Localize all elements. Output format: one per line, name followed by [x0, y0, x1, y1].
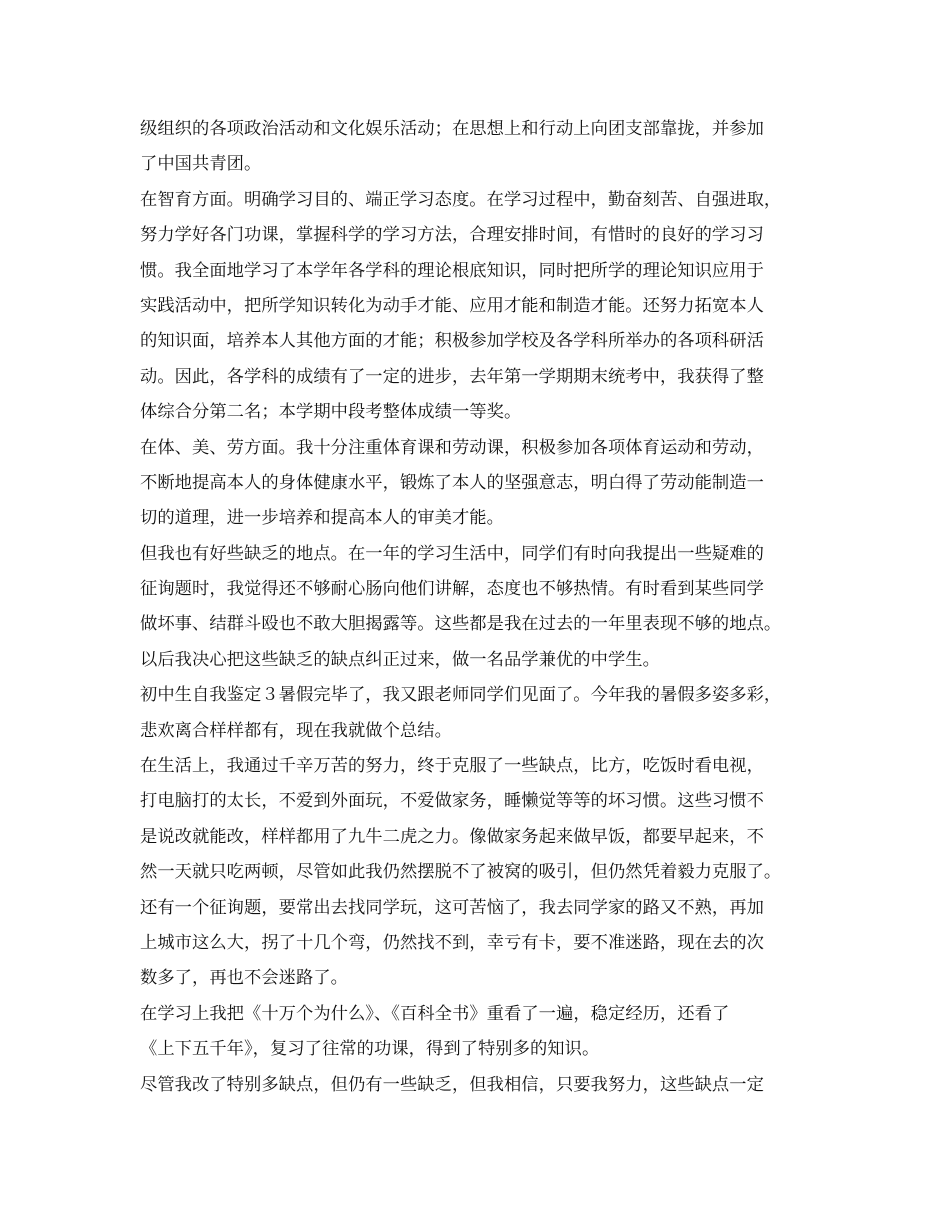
text-line: 以后我决心把这些缺乏的缺点纠正过来，做一名品学兼优的中学生。 [140, 649, 660, 670]
text-line: 的知识面，培养本人其他方面的才能；积极参加学校及各学科所举办的各项科研活 [140, 331, 764, 352]
text-line: 做坏事、结群斗殴也不敢大胆揭露等。这些都是我在过去的一年里表现不够的地点。 [140, 614, 782, 635]
text-line: 然一天就只吃两顿，尽管如此我仍然摆脱不了被窝的吸引，但仍然凭着毅力克服了。 [140, 862, 782, 883]
text-line: 《上下五千年》，复习了往常的功课，得到了特别多的知识。 [140, 1039, 600, 1060]
text-line: 实践活动中，把所学知识转化为动手才能、应用才能和制造才能。还努力拓宽本人 [140, 295, 764, 316]
text-line: 征询题时，我觉得还不够耐心肠向他们讲解，态度也不够热情。有时看到某些同学 [140, 579, 764, 600]
text-line: 尽管我改了特别多缺点，但仍有一些缺乏，但我相信，只要我努力，这些缺点一定 [140, 1074, 764, 1095]
text-line: 打电脑打的太长，不爱到外面玩，不爱做家务，睡懒觉等等的坏习惯。这些习惯不 [140, 791, 764, 812]
text-line: 体综合分第二名；本学期中段考整体成绩一等奖。 [140, 402, 522, 423]
text-line: 动。因此，各学科的成绩有了一定的进步，去年第一学期期末统考中，我获得了整 [140, 366, 764, 387]
text-line: 级组织的各项政治活动和文化娱乐活动；在思想上和行动上向团支部靠拢，并参加 [140, 119, 764, 139]
text-line: 惯。我全面地学习了本学年各学科的理论根底知识，同时把所学的理论知识应用于 [140, 260, 764, 281]
text-line: 不断地提高本人的身体健康水平，锻炼了本人的坚强意志，明白得了劳动能制造一 [140, 472, 764, 493]
document-body [140, 112, 830, 1103]
text-line: 在学习上我把《十万个为什么》、《百科全书》重看了一遍，稳定经历，还看了 [140, 1003, 730, 1024]
text-line: 上城市这么大，拐了十几个弯，仍然找不到，幸亏有卡，要不准迷路，现在去的次 [140, 932, 764, 953]
text-line: 在智育方面。明确学习目的、端正学习态度。在学习过程中，勤奋刻苦、自强进取， [140, 189, 782, 210]
text-line: 切的道理，进一步培养和提高本人的审美才能。 [140, 508, 504, 529]
text-line: 初中生自我鉴定３暑假完毕了，我又跟老师同学们见面了。今年我的暑假多姿多彩， [140, 685, 782, 706]
text-line: 努力学好各门功课，掌握科学的学习方法，合理安排时间，有惜时的良好的学习习 [140, 225, 764, 246]
text-line: 但我也有好些缺乏的地点。在一年的学习生活中，同学们有时向我提出一些疑难的 [140, 543, 764, 564]
text-line: 还有一个征询题，要常出去找同学玩，这可苦恼了，我去同学家的路又不熟，再加 [140, 897, 764, 918]
text-line: 是说改就能改，样样都用了九牛二虎之力。像做家务起来做早饭，都要早起来，不 [140, 826, 764, 847]
text-line: 了中国共青团。 [140, 154, 262, 175]
text-line: 悲欢离合样样都有，现在我就做个总结。 [140, 720, 452, 741]
text-line: 在生活上，我通过千辛万苦的努力，终于克服了一些缺点，比方，吃饭时看电视， [140, 756, 764, 777]
text-line: 在体、美、劳方面。我十分注重体育课和劳动课，积极参加各项体育运动和劳动， [140, 437, 764, 458]
text-line: 数多了，再也不会迷路了。 [140, 968, 348, 989]
